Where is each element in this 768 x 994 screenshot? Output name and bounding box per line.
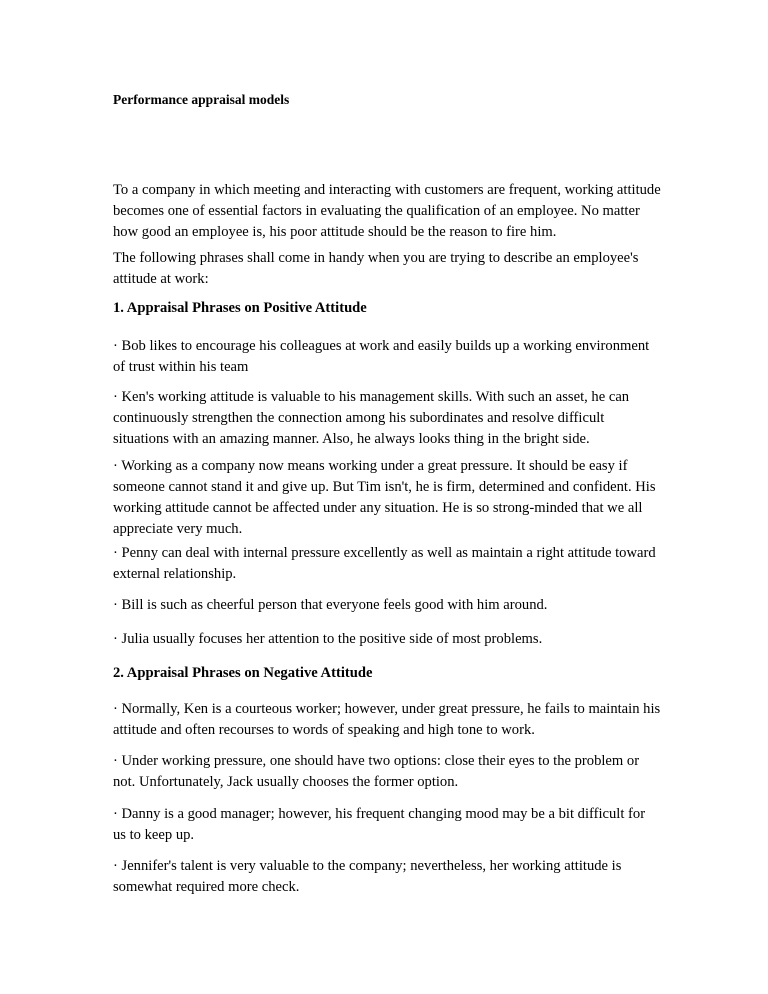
list-item: · Normally, Ken is a courteous worker; however, under great pressure, he fails to maintain his attitude and often recourses to words of speaking and high tone to work. — [113, 701, 661, 738]
list-item: · Jennifer's talent is very valuable to the company; nevertheless, her working attitude is somewhat required more check. — [113, 858, 622, 895]
list-item: · Julia usually focuses her attention to the positive side of most problems. — [113, 631, 543, 647]
intro-paragraph: To a company in which meeting and interacting with customers are frequent, working attitude becomes one of essential factors in evaluating the qualification of an employee. No matter how good an employee is, his poor attitude should be the reason to fire him. — [113, 182, 661, 240]
document-title: Performance appraisal models — [113, 92, 290, 107]
list-item: · Bill is such as cheerful person that everyone feels good with him around. — [113, 597, 548, 613]
lead-in-paragraph: The following phrases shall come in handy when you are trying to describe an employee's attitude at work: — [113, 250, 639, 287]
section-heading-positive: 1. Appraisal Phrases on Positive Attitude — [113, 300, 367, 316]
list-item: · Under working pressure, one should have two options: close their eyes to the problem or not. Unfortunately, Jack usually chooses the former option. — [113, 753, 640, 790]
list-item: · Penny can deal with internal pressure excellently as well as maintain a right attitude toward external relationship. — [113, 545, 656, 582]
list-item: · Working as a company now means working under a great pressure. It should be easy if someone cannot stand it and give up. But Tim isn't, he is firm, determined and confident. His working attitude cannot be affected under any situation. He is so strong-minded that we all appreciate very much. — [113, 458, 656, 537]
list-item: · Ken's working attitude is valuable to his management skills. With such an asset, he can continuously strengthen the connection among his subordinates and resolve difficult situations with an amazing manner. Also, he always looks thing in the bright side. — [113, 389, 630, 447]
list-item: · Danny is a good manager; however, his frequent changing mood may be a bit difficult for us to keep up. — [113, 806, 646, 843]
list-item: · Bob likes to encourage his colleagues at work and easily builds up a working environment of trust within his team — [113, 338, 650, 375]
section-heading-negative: 2. Appraisal Phrases on Negative Attitude — [113, 665, 373, 681]
